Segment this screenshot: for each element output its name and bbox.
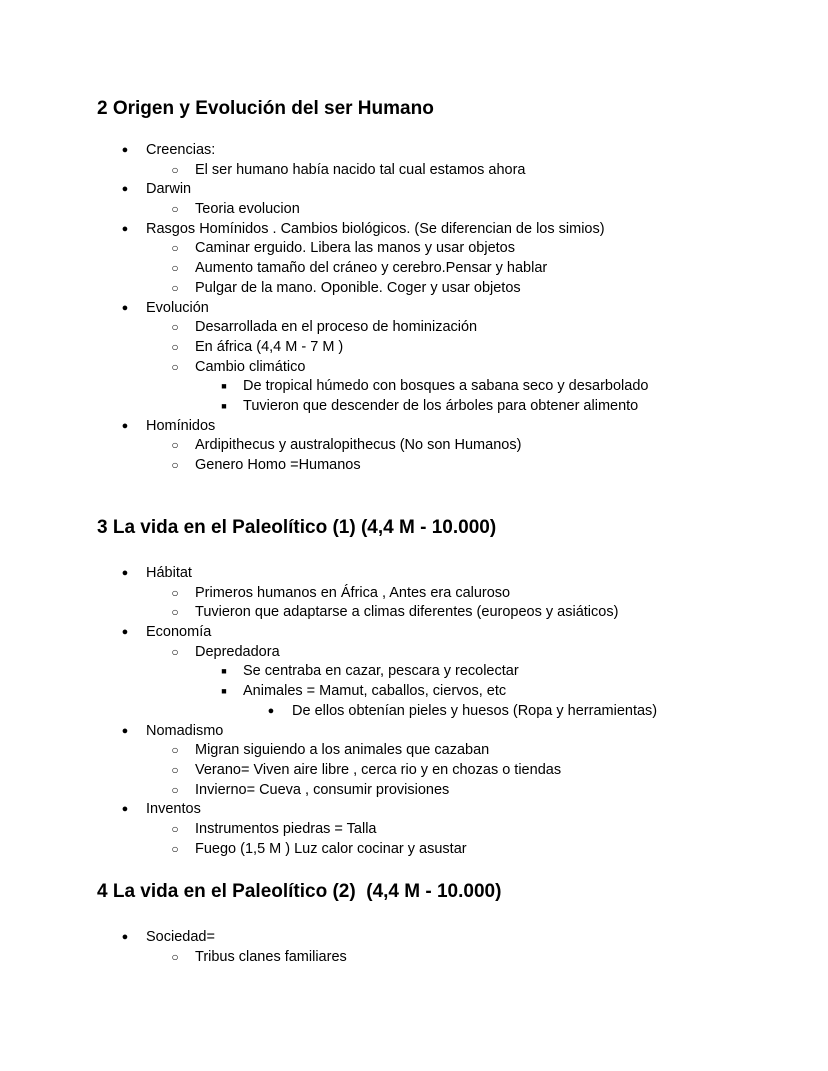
list-item-text: Depredadora xyxy=(195,643,280,660)
list-item xyxy=(0,456,828,476)
list-item xyxy=(0,623,828,643)
list-item xyxy=(0,662,828,682)
list-item-text: Tribus clanes familiares xyxy=(195,948,347,965)
list-item-text: Animales = Mamut, caballos, ciervos, etc xyxy=(243,683,507,700)
bullet-marker: ○ xyxy=(171,280,179,295)
list-item xyxy=(0,840,828,860)
list-item-text: En áfrica (4,4 M - 7 M ) xyxy=(195,338,344,355)
list-item-text: Nomadismo xyxy=(146,722,224,739)
bullet-marker: ● xyxy=(121,183,129,196)
list-item xyxy=(0,436,828,456)
list-item xyxy=(0,318,828,338)
list-item-text: De ellos obtenían pieles y huesos (Ropa y herramientas) xyxy=(292,702,658,719)
bullet-marker: ● xyxy=(121,803,129,816)
list-item-text: Instrumentos piedras = Talla xyxy=(195,820,377,837)
bullet-marker: ○ xyxy=(171,339,179,354)
list-item-text: Cambio climático xyxy=(195,358,306,375)
list-item-text: Primeros humanos en África , Antes era caluroso xyxy=(195,584,511,601)
bullet-marker: ○ xyxy=(171,438,179,453)
list-item xyxy=(0,800,828,820)
list-item-text: El ser humano había nacido tal cual estamos ahora xyxy=(195,161,526,178)
bullet-marker: ○ xyxy=(171,359,179,374)
bullet-marker: ○ xyxy=(171,841,179,856)
list-item xyxy=(0,722,828,742)
list-item xyxy=(0,761,828,781)
bullet-marker: ○ xyxy=(171,241,179,256)
list-item-text: Economía xyxy=(146,624,212,641)
bullet-marker: ○ xyxy=(171,644,179,659)
bullet-marker: ● xyxy=(121,301,129,314)
section-heading-3: 3 La vida en el Paleolítico (1) (4,4 M - 10.000) xyxy=(97,517,497,538)
list-item xyxy=(0,928,828,948)
list-item xyxy=(0,948,828,968)
list-item-text: Ardipithecus y australopithecus (No son Humanos) xyxy=(195,437,522,454)
list-item xyxy=(0,820,828,840)
bullet-marker: ○ xyxy=(171,320,179,335)
list-item-text: Rasgos Homínidos . Cambios biológicos. (Se diferencian de los simios) xyxy=(146,220,605,237)
bullet-marker: ● xyxy=(121,419,129,432)
bullet-marker: ● xyxy=(121,567,129,579)
list-item xyxy=(0,397,828,417)
bullet-marker: ● xyxy=(121,222,129,235)
bullet-marker: ○ xyxy=(171,202,179,217)
list-item-text: Inventos xyxy=(146,801,201,818)
bullet-marker: ■ xyxy=(221,666,227,677)
list-item xyxy=(0,741,828,761)
list-item-text: Invierno= Cueva , consumir provisiones xyxy=(195,781,450,798)
list-item-text: Pulgar de la mano. Oponible. Coger y usar objetos xyxy=(195,279,521,296)
list-item-text: Tuvieron que descender de los árboles para obtener alimento xyxy=(243,397,639,414)
list-item xyxy=(0,377,828,397)
list-item-text: Sociedad= xyxy=(146,929,215,945)
bullet-marker: ■ xyxy=(221,686,227,697)
list-item xyxy=(0,259,828,279)
bullet-marker: ○ xyxy=(171,821,179,836)
list-item xyxy=(0,180,828,200)
list-item xyxy=(0,564,828,584)
list-item-text: Desarrollada en el proceso de hominización xyxy=(195,319,478,336)
list-item xyxy=(0,584,828,604)
list-item xyxy=(0,279,828,299)
list-item xyxy=(0,338,828,358)
list-item-text: Genero Homo =Humanos xyxy=(195,457,361,473)
list-item-text: Homínidos xyxy=(146,417,216,434)
list-item xyxy=(0,603,828,623)
bullet-marker: ● xyxy=(121,724,129,737)
list-item xyxy=(0,781,828,801)
list-item-text: Creencias: xyxy=(146,142,216,158)
list-item-text: Darwin xyxy=(146,181,192,198)
bullet-marker: ● xyxy=(121,931,129,943)
bullet-marker: ○ xyxy=(171,585,179,600)
list-item-text: Caminar erguido. Libera las manos y usar objetos xyxy=(195,240,515,257)
list-item xyxy=(0,358,828,378)
list-item xyxy=(0,682,828,702)
bullet-marker: ○ xyxy=(171,458,179,472)
list-item xyxy=(0,161,828,181)
section-4-list xyxy=(0,928,828,967)
bullet-marker: ■ xyxy=(221,381,227,392)
list-item xyxy=(0,200,828,220)
list-item-text: Evolución xyxy=(146,299,209,316)
bullet-marker: ○ xyxy=(171,743,179,758)
bullet-marker: ○ xyxy=(171,605,179,620)
list-item-text: Se centraba en cazar, pescara y recolectar xyxy=(243,663,519,680)
list-item xyxy=(0,299,828,319)
list-item xyxy=(0,417,828,437)
list-item-text: Verano= Viven aire libre , cerca rio y en chozas o tiendas xyxy=(195,761,562,778)
bullet-marker: ○ xyxy=(171,782,179,797)
list-item xyxy=(0,141,828,161)
bullet-marker: ● xyxy=(121,144,129,156)
list-item-text: De tropical húmedo con bosques a sabana seco y desarbolado xyxy=(243,378,649,395)
list-item xyxy=(0,239,828,259)
list-item-text: Aumento tamaño del cráneo y cerebro.Pensar y hablar xyxy=(195,260,548,277)
section-2-list xyxy=(0,141,828,476)
list-item-text: Fuego (1,5 M ) Luz calor cocinar y asustar xyxy=(195,840,467,857)
list-item-text: Teoria evolucion xyxy=(195,201,300,218)
section-heading-4: 4 La vida en el Paleolítico (2) (4,4 M - 10.000) xyxy=(97,881,502,902)
bullet-marker: ○ xyxy=(171,949,179,964)
list-item-text: Tuvieron que adaptarse a climas diferentes (europeos y asiáticos) xyxy=(195,604,619,621)
list-item xyxy=(0,643,828,663)
bullet-marker: ● xyxy=(121,626,129,639)
bullet-marker: ● xyxy=(267,704,275,717)
bullet-marker: ○ xyxy=(171,762,179,777)
bullet-marker: ○ xyxy=(171,261,179,276)
section-heading-2: 2 Origen y Evolución del ser Humano xyxy=(97,98,434,119)
list-item xyxy=(0,702,828,722)
bullet-marker: ■ xyxy=(221,400,227,411)
section-3-list xyxy=(0,564,828,859)
list-item-text: Hábitat xyxy=(146,565,192,581)
bullet-marker: ○ xyxy=(171,162,179,177)
list-item xyxy=(0,220,828,240)
list-item-text: Migran siguiendo a los animales que cazaban xyxy=(195,742,490,759)
